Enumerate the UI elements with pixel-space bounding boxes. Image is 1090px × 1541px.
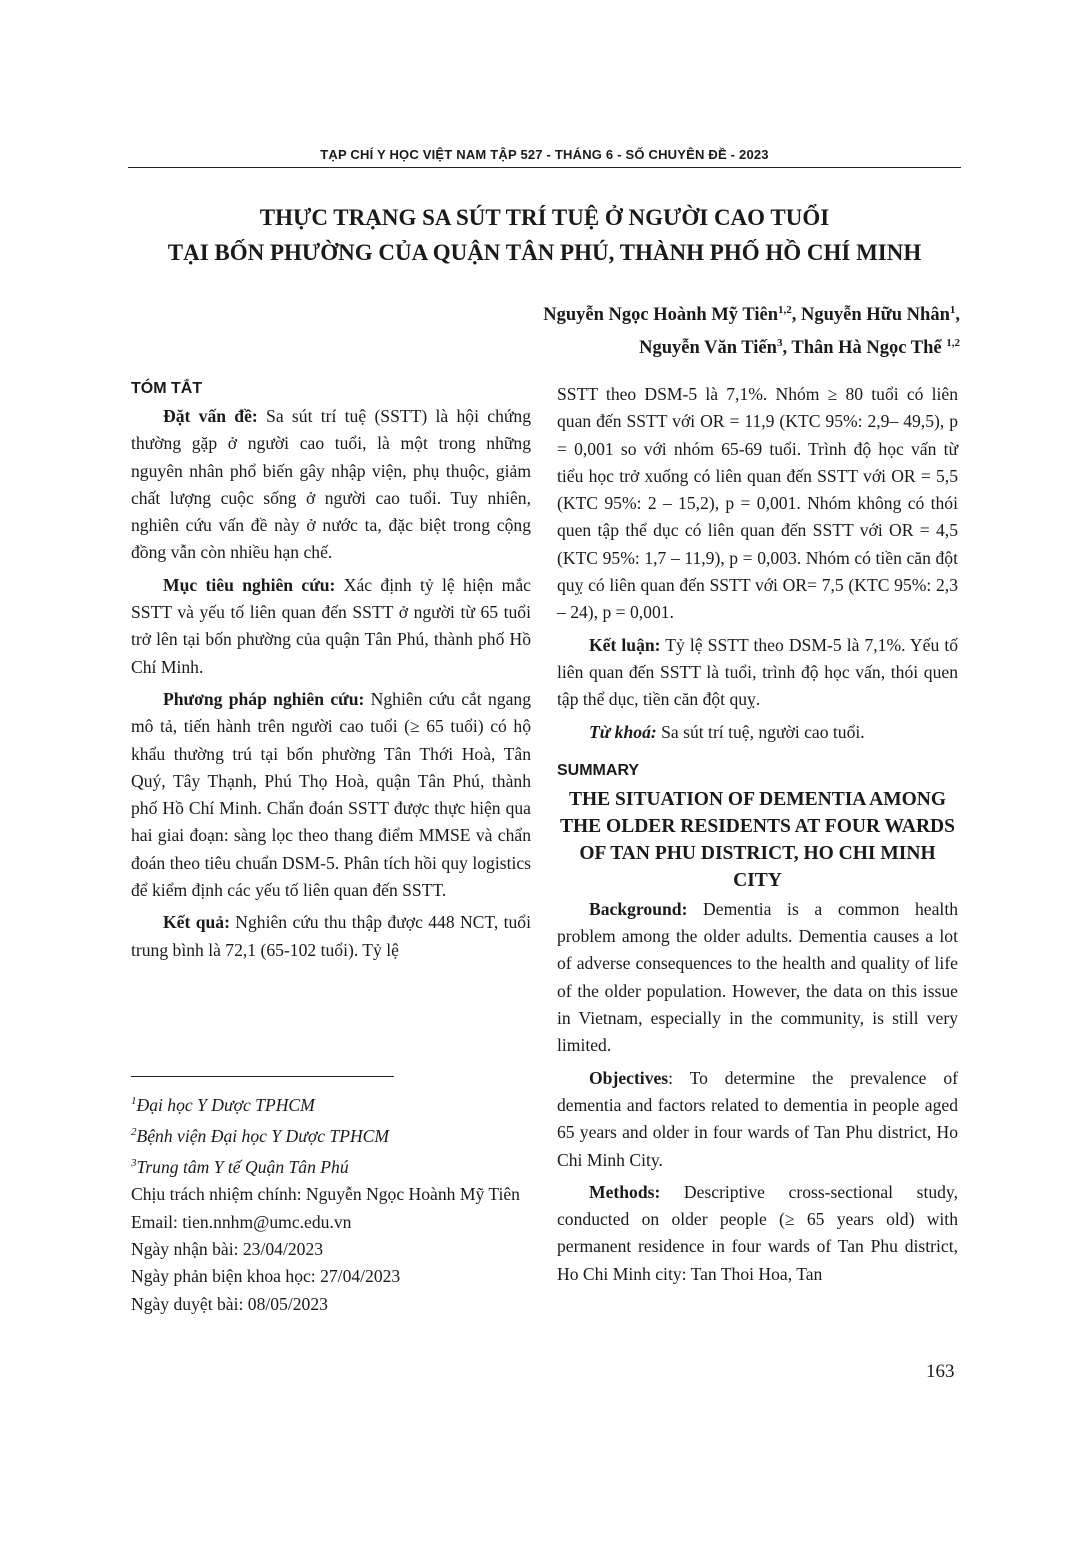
paragraph-objectives-en: [557, 1065, 958, 1174]
section-heading-summary: SUMMARY: [557, 761, 640, 779]
label-objectives-en: Objectives: [589, 1067, 669, 1088]
author-name: Nguyễn Ngọc Hoành Mỹ Tiên: [543, 305, 778, 326]
section-heading-tom-tat: TÓM TẮT: [131, 380, 203, 397]
date-reviewed: Ngày phản biện khoa học: 27/04/2023: [131, 1266, 401, 1287]
author-name: Nguyễn Văn Tiến: [639, 338, 777, 359]
author-affiliation-mark: 1,2: [778, 304, 792, 316]
text-background-en: Dementia is a common health problem among the older adults. Dementia causes a lot of adverse consequences to the health and quality of life of the older population. However, the data on this issue in Vietnam, especially in the community, is still very limited.: [557, 898, 958, 1056]
affiliation-mark: 1: [131, 1095, 137, 1107]
paragraph-methods-vi: [131, 686, 531, 904]
affiliation-mark: 2: [131, 1126, 137, 1139]
affiliation-text: Bệnh viện Đại học Y Dược TPHCM: [136, 1126, 390, 1147]
author-affiliation-mark: 1: [949, 304, 956, 316]
title-line-2: TẠI BỐN PHƯỜNG CỦA QUẬN TÂN PHÚ, THÀNH PHỐ HỒ CHÍ MINH: [167, 240, 922, 265]
paragraph-methods-en: [557, 1179, 958, 1288]
page-number: 163: [926, 1361, 955, 1382]
author-separator: ,: [955, 305, 960, 326]
text-keywords-vi: Sa sút trí tuệ, người cao tuổi.: [656, 721, 865, 742]
header-divider: [128, 167, 961, 168]
footnote-divider: [131, 1076, 394, 1077]
affiliation-text: Đại học Y Dược TPHCM: [136, 1094, 315, 1115]
text-methods-vi: Nghiên cứu cắt ngang mô tả, tiến hành trên người cao tuổi (≥ 65 tuổi) có hộ khẩu thường trú tại bốn phường Tân Thới Hoà, Tân Quý, Tây Thạnh, Phú Thọ Hoà, quận Tân Phú, thành phố Hồ Chí Minh. Chẩn đoán SSTT được thực hiện qua hai giai đoạn: sàng lọc theo thang điểm MMSE và chẩn đoán theo tiêu chuẩn DSM-5. Phân tích hồi quy logistics để kiểm định các yếu tố liên quan đến SSTT.: [131, 688, 531, 901]
author-separator: ,: [791, 305, 801, 326]
label-keywords-vi: Từ khoá:: [589, 721, 657, 742]
paragraph-background-en: [557, 896, 958, 1060]
title-line-1: THỰC TRẠNG SA SÚT TRÍ TUỆ Ở NGƯỜI CAO TUỔI: [259, 205, 830, 230]
author-line-2: [360, 329, 960, 362]
author-name: Nguyễn Hữu Nhân: [801, 305, 950, 326]
text-methods-en: Descriptive cross-sectional study, conducted on older people (≥ 65 years old) with permanent residence in four wards of Tan Phu district, Ho Chi Minh city: Tan Thoi Hoa, Tan: [557, 1181, 958, 1284]
paragraph-background-vi: [131, 403, 531, 567]
label-results-vi: Kết quả:: [163, 912, 230, 933]
footnotes: [131, 1088, 531, 1318]
label-background-en: Background:: [589, 898, 688, 919]
english-title: THE SITUATION OF DEMENTIA AMONG THE OLDER RESIDENTS AT FOUR WARDS OF TAN PHU DISTRICT, HO CHI MINH CITY: [560, 788, 955, 891]
paragraph-keywords-vi: [557, 719, 958, 746]
affiliation-1: [131, 1088, 531, 1119]
paragraph-results-vi: [131, 909, 531, 964]
paragraph-conclusion-vi: [557, 632, 958, 714]
date-accepted: Ngày duyệt bài: 08/05/2023: [131, 1293, 328, 1314]
journal-header: TẠP CHÍ Y HỌC VIỆT NAM TẬP 527 - THÁNG 6 - SỐ CHUYÊN ĐỀ - 2023: [320, 147, 769, 162]
text-conclusion-vi: Tỷ lệ SSTT theo DSM-5 là 7,1%. Yếu tố liên quan đến SSTT là tuổi, trình độ học vấn, thói quen tập thể dục, tiền căn đột quỵ.: [557, 634, 959, 710]
label-objectives-vi: Mục tiêu nghiên cứu:: [163, 574, 336, 595]
date-received: Ngày nhận bài: 23/04/2023: [131, 1239, 324, 1260]
label-methods-en: Methods:: [589, 1181, 661, 1202]
affiliation-3: [131, 1150, 531, 1181]
paragraph-results-vi-cont: SSTT theo DSM-5 là 7,1%. Nhóm ≥ 80 tuổi có liên quan đến SSTT với OR = 11,9 (KTC 95%: 2,9– 49,5), p = 0,001 so với nhóm 65-69 tuổi. Trình độ học vấn từ tiểu học trở xuống có liên quan đến SSTT với OR = 5,5 (KTC 95%: 2 – 15,2), p = 0,001. Nhóm không có thói quen tập thể dục có liên quan đến SSTT với OR = 4,5 (KTC 95%: 1,7 – 11,9), p = 0,003. Nhóm có tiền căn đột quỵ có liên quan đến SSTT với OR= 7,5 (KTC 95%: 2,3 – 24), p = 0,001.: [557, 384, 958, 623]
affiliation-text: Trung tâm Y tế Quận Tân Phú: [136, 1157, 349, 1178]
paragraph-objectives-vi: [131, 572, 531, 681]
text-objectives-vi: Xác định tỷ lệ hiện mắc SSTT và yếu tố liên quan đến SSTT ở người từ 65 tuổi trở lên tại bốn phường của quận Tân Phú, thành phố Hồ Chí Minh.: [131, 574, 531, 677]
label-methods-vi: Phương pháp nghiên cứu:: [163, 688, 365, 709]
affiliation-mark: 3: [131, 1157, 137, 1170]
text-background-vi: Sa sút trí tuệ (SSTT) là hội chứng thường gặp ở người cao tuổi, là một trong những nguyên nhân phổ biến gây nhập viện, phụ thuộc, giảm chất lượng cuộc sống ở người cao tuổi. Tuy nhiên, nghiên cứu vấn đề này ở nước ta, đặc biệt trong cộng đồng vẫn còn nhiều hạn chế.: [131, 406, 531, 563]
label-conclusion-vi: Kết luận:: [589, 634, 661, 655]
author-line-1: [360, 296, 960, 329]
author-list: [360, 296, 960, 362]
author-name: Thân Hà Ngọc Thể: [791, 338, 947, 359]
author-separator: ,: [782, 338, 792, 359]
email: Email: tien.nnhm@umc.edu.vn: [131, 1211, 352, 1232]
affiliation-2: [131, 1119, 531, 1150]
author-affiliation-mark: 3: [776, 337, 783, 350]
text-objectives-en: : To determine the prevalence of dementia and factors related to dementia in people aged 65 years and older in four wards of Tan Phu district, Ho Chi Minh City.: [557, 1067, 958, 1170]
left-column: [131, 403, 531, 969]
article-title: [128, 200, 961, 270]
label-background-vi: Đặt vấn đề:: [163, 406, 258, 426]
author-affiliation-mark: 1,2: [946, 337, 960, 350]
corresponding-author: Chịu trách nhiệm chính: Nguyễn Ngọc Hoành Mỹ Tiên: [131, 1184, 520, 1205]
text-results-vi-start: Nghiên cứu thu thập được 448 NCT, tuổi trung bình là 72,1 (65-102 tuổi). Tỷ lệ: [131, 912, 531, 960]
right-column: [557, 381, 958, 1293]
